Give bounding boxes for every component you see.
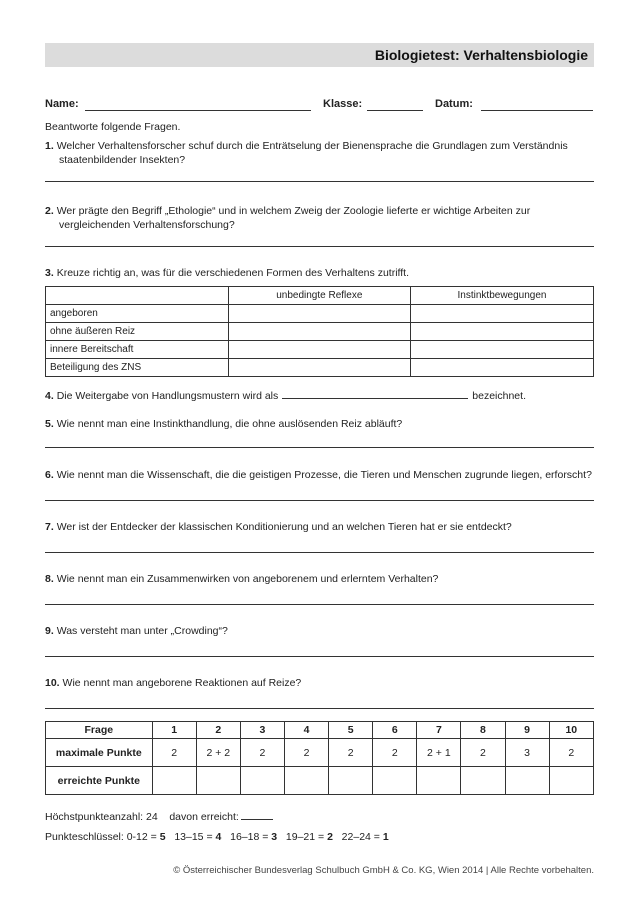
- score-question-number: 10: [549, 722, 593, 739]
- question-3: 3. Kreuze richtig an, was für die verschiedenen Formen des Verhaltens zutrifft.: [45, 267, 410, 279]
- answer-line-1[interactable]: [45, 181, 594, 182]
- worksheet: [45, 43, 594, 876]
- achieved-points-cell[interactable]: [549, 767, 593, 795]
- score-question-number: 9: [505, 722, 549, 739]
- score-question-number: 6: [373, 722, 417, 739]
- table-header-empty: [46, 287, 229, 305]
- answer-line-2[interactable]: [45, 246, 594, 247]
- table-row: [46, 359, 594, 377]
- question-1: 1. Welcher Verhaltensforscher schuf durch die Enträtselung der Bienensprache die Grundlagen zum Verständnis staatenbildender Insekten?: [45, 140, 568, 166]
- table-row: [46, 305, 594, 323]
- date-field[interactable]: [481, 110, 593, 111]
- checkbox-cell[interactable]: [228, 305, 410, 323]
- achieved-points-cell[interactable]: [505, 767, 549, 795]
- checkbox-cell[interactable]: [228, 323, 410, 341]
- table-row: [46, 323, 594, 341]
- grading-key-grade: 5: [159, 831, 166, 843]
- achieved-points-cell[interactable]: [329, 767, 373, 795]
- grading-key-label: Punkteschlüssel:: [45, 831, 124, 843]
- checkbox-cell[interactable]: [228, 341, 410, 359]
- grading-key-grade: 3: [271, 831, 278, 843]
- answer-line-6[interactable]: [45, 500, 594, 501]
- achieved-points-label: erreichte Punkte: [46, 767, 153, 795]
- checkbox-cell[interactable]: [411, 323, 594, 341]
- answer-line-7[interactable]: [45, 552, 594, 553]
- grading-key-range: 19–21 =: [285, 831, 325, 843]
- max-points-cell: 2: [240, 739, 284, 767]
- question-10: 10. Wie nennt man angeborene Reaktionen auf Reize?: [45, 677, 302, 689]
- table-header-reflexes: unbedingte Reflexe: [228, 287, 410, 305]
- page-title: Biologietest: Verhaltensbiologie: [45, 43, 594, 67]
- max-points-cell: 2: [461, 739, 505, 767]
- max-points-cell: 2: [284, 739, 328, 767]
- date-label: Datum:: [435, 98, 473, 110]
- score-question-number: 1: [152, 722, 196, 739]
- question-5: 5. Wie nennt man eine Instinkthandlung, die ohne auslösenden Reiz abläuft?: [45, 418, 403, 430]
- score-question-number: 2: [196, 722, 240, 739]
- question-7: 7. Wer ist der Entdecker der klassischen Konditionierung und an welchen Tieren hat er sie entdeckt?: [45, 521, 512, 533]
- question-6: 6. Wie nennt man die Wissenschaft, die die geistigen Prozesse, die Tieren und Menschen zugrunde liegen, erforscht?: [45, 469, 592, 481]
- score-header-label: Frage: [46, 722, 153, 739]
- class-label: Klasse:: [323, 98, 363, 110]
- achieved-points-cell[interactable]: [373, 767, 417, 795]
- points-summary: [45, 809, 594, 824]
- behavior-table: [45, 286, 594, 377]
- checkbox-cell[interactable]: [411, 359, 594, 377]
- row-label: Beteiligung des ZNS: [46, 359, 229, 377]
- score-table: [45, 721, 594, 795]
- instructions: Beantworte folgende Fragen.: [45, 121, 181, 133]
- copyright-footer: © Österreichischer Bundesverlag Schulbuch GmbH & Co. KG, Wien 2014 | Alle Rechte vorbehalten.: [173, 865, 594, 876]
- max-points-cell: 2: [152, 739, 196, 767]
- answer-line-10[interactable]: [45, 708, 594, 709]
- question-4: 4. Die Weitergabe von Handlungsmustern wird als bezeichnet.: [45, 390, 526, 402]
- achieved-points-cell[interactable]: [240, 767, 284, 795]
- table-header-instincts: Instinktbewegungen: [411, 287, 594, 305]
- answer-line-5[interactable]: [45, 447, 594, 448]
- name-field[interactable]: [85, 110, 311, 111]
- score-question-number: 5: [329, 722, 373, 739]
- question-8: 8. Wie nennt man ein Zusammenwirken von angeborenem und erlerntem Verhalten?: [45, 573, 439, 585]
- grading-key-range: 0-12 =: [126, 831, 157, 843]
- score-question-number: 8: [461, 722, 505, 739]
- achieved-points-cell[interactable]: [461, 767, 505, 795]
- max-points-cell: 2 + 2: [196, 739, 240, 767]
- row-label: angeboren: [46, 305, 229, 323]
- score-question-number: 7: [417, 722, 461, 739]
- name-label: Name:: [45, 98, 79, 110]
- max-points-cell: 2 + 1: [417, 739, 461, 767]
- row-label: ohne äußeren Reiz: [46, 323, 229, 341]
- question-2: 2. Wer prägte den Begriff „Ethologie“ und in welchem Zweig der Zoologie lieferte er wichtige Arbeiten zur vergleichenden Verhaltensforschung?: [45, 205, 531, 231]
- achieved-points-cell[interactable]: [284, 767, 328, 795]
- achieved-label: davon erreicht:: [169, 811, 239, 823]
- achieved-points-cell[interactable]: [196, 767, 240, 795]
- answer-line-9[interactable]: [45, 656, 594, 657]
- grading-key: [45, 830, 594, 844]
- score-question-number: 3: [240, 722, 284, 739]
- answer-line-8[interactable]: [45, 604, 594, 605]
- grading-key-grade: 2: [327, 831, 333, 843]
- score-question-number: 4: [284, 722, 328, 739]
- max-points-cell: 2: [549, 739, 593, 767]
- checkbox-cell[interactable]: [228, 359, 410, 377]
- header-fields: [45, 98, 594, 114]
- total-points-label: Höchstpunkteanzahl: 24: [45, 811, 158, 823]
- max-points-cell: 2: [329, 739, 373, 767]
- achieved-field[interactable]: [241, 809, 273, 820]
- checkbox-cell[interactable]: [411, 305, 594, 323]
- grading-key-range: 16–18 =: [230, 831, 269, 843]
- grading-key-grade: 1: [382, 831, 389, 843]
- max-points-label: maximale Punkte: [46, 739, 153, 767]
- achieved-points-cell[interactable]: [152, 767, 196, 795]
- max-points-cell: 2: [373, 739, 417, 767]
- achieved-points-cell[interactable]: [417, 767, 461, 795]
- max-points-cell: 3: [505, 739, 549, 767]
- question-9: 9. Was versteht man unter „Crowding“?: [45, 625, 228, 637]
- fill-in-blank[interactable]: [282, 388, 468, 399]
- grading-key-range: 13–15 =: [174, 831, 213, 843]
- checkbox-cell[interactable]: [411, 341, 594, 359]
- table-row: [46, 341, 594, 359]
- grading-key-grade: 4: [215, 831, 222, 843]
- grading-key-range: 22–24 =: [341, 831, 380, 843]
- class-field[interactable]: [367, 110, 423, 111]
- row-label: innere Bereitschaft: [46, 341, 229, 359]
